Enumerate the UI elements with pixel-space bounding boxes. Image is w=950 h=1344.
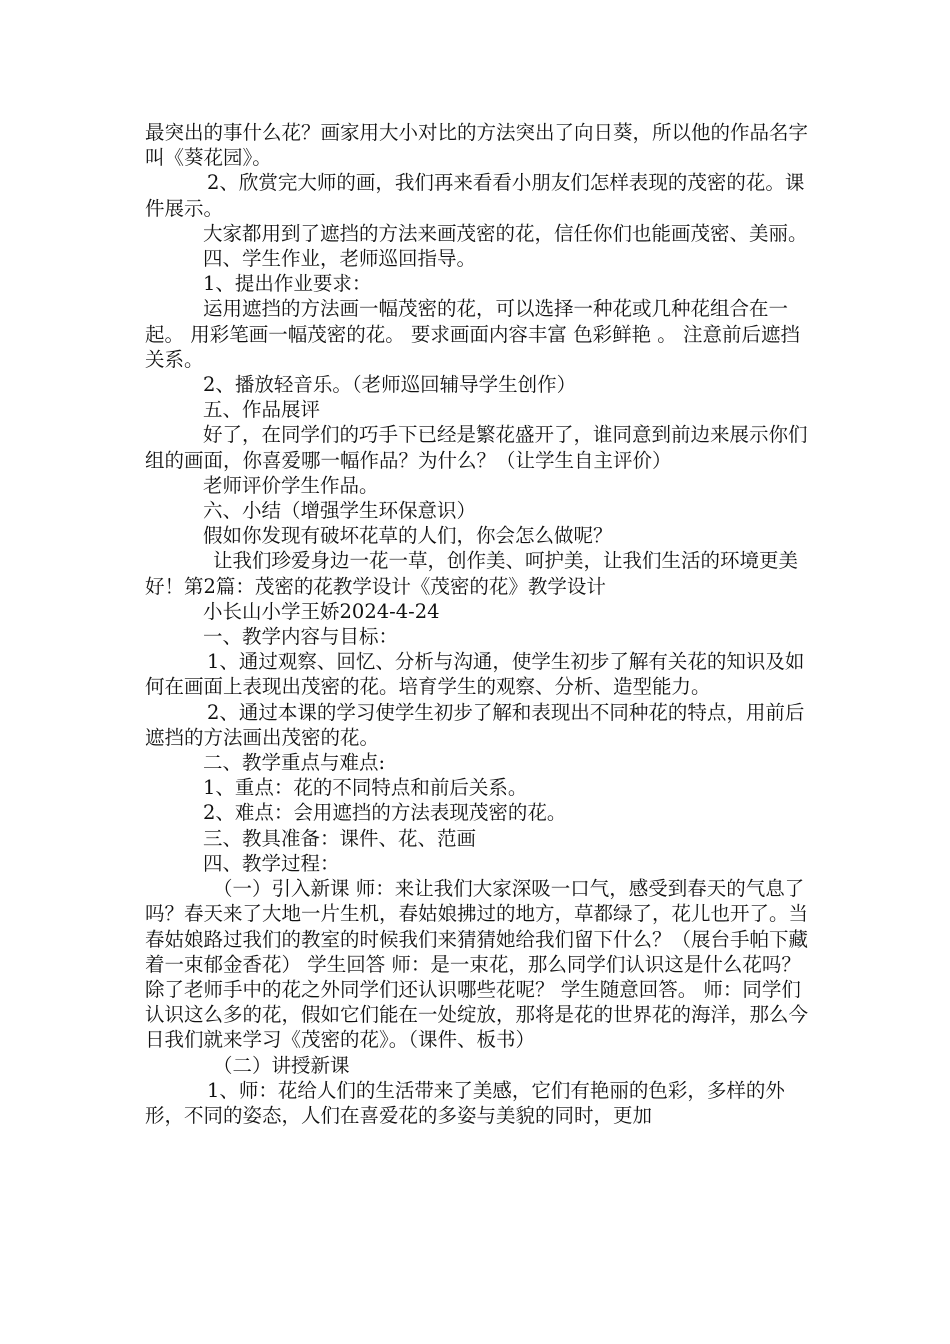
paragraph: 好了，在同学们的巧手下已经是繁花盛开了，谁同意到前边来展示你们组的画面，你喜爱哪一幅作品？为什么？（让学生自主评价） [145,423,808,472]
paragraph: 六、小结（增强学生环保意识） [203,499,477,523]
paragraph: 1、通过观察、回忆、分析与沟通，使学生初步了解有关花的知识及如何在画面上表现出茂密的花。培育学生的观察、分析、造型能力。 [145,650,805,699]
paragraph: 最突出的事什么花？画家用大小对比的方法突出了向日葵，所以他的作品名字叫《葵花园》。 [145,121,809,170]
paragraph: 让我们珍爱身边一花一草，创作美、呵护美，让我们生活的环境更美好！第2篇：茂密的花教学设计《茂密的花》教学设计 [145,549,799,598]
document-page [145,120,810,1128]
paragraph: 假如你发现有破坏花草的人们，你会怎么做呢？ [203,524,613,548]
paragraph: 大家都用到了遮挡的方法来画茂密的花，信任你们也能画茂密、美丽。 [203,221,808,245]
paragraph: 二、教学重点与难点: [203,751,386,775]
paragraph: 五、作品展评 [203,398,321,422]
paragraph: 老师评价学生作品。 [203,473,379,497]
paragraph: 2、通过本课的学习使学生初步了解和表现出不同种花的特点，用前后遮挡的方法画出茂密的花。 [145,700,805,749]
paragraph: 运用遮挡的方法画一幅茂密的花，可以选择一种花或几种花组合在一起。 用彩笔画一幅茂密的花。 要求画面内容丰富 色彩鲜艳 。 注意前后遮挡关系。 [145,297,800,371]
paragraph: 1、提出作业要求： [203,272,372,296]
paragraph: （一）引入新课 师：来让我们大家深吸一口气，感受到春天的气息了吗？春天来了大地一片生机，春姑娘拂过的地方，草都绿了，花儿也开了。当春姑娘路过我们的教室的时候我们来猜猜她给我们留下什么？（展台手帕下藏着一束郁金香花） 学生回答 师：是一束花，那么同学们认识这是什么花吗？除了老师手中的花之外同学们还认识哪些花呢？ 学生随意回答。 师：同学们认识这么多的花，假如它们能在一处绽放，那将是花的世界花的海洋，那么今日我们就来学习《茂密的花》。（课件、板书） [145,877,809,1052]
paragraph: 2、欣赏完大师的画，我们再来看看小朋友们怎样表现的茂密的花。课件展示。 [145,171,805,220]
paragraph: 2、播放轻音乐。（老师巡回辅导学生创作） [203,373,577,397]
paragraph: 1、重点：花的不同特点和前后关系。 [203,776,528,800]
paragraph: 四、学生作业，老师巡回指导。 [203,247,477,271]
paragraph: 三、教具准备：课件、花、范画 [203,826,477,850]
paragraph: （二）讲授新课 [213,1053,350,1077]
paragraph: 1、师：花给人们的生活带来了美感，它们有艳丽的色彩，多样的外形，不同的姿态，人们在喜爱花的多姿与美貌的同时，更加 [145,1078,785,1127]
paragraph: 一、教学内容与目标： [203,625,399,649]
paragraph: 2、难点：会用遮挡的方法表现茂密的花。 [203,801,567,825]
paragraph: 小长山小学王娇2024-4-24 [203,599,440,623]
paragraph: 四、教学过程： [203,851,340,875]
